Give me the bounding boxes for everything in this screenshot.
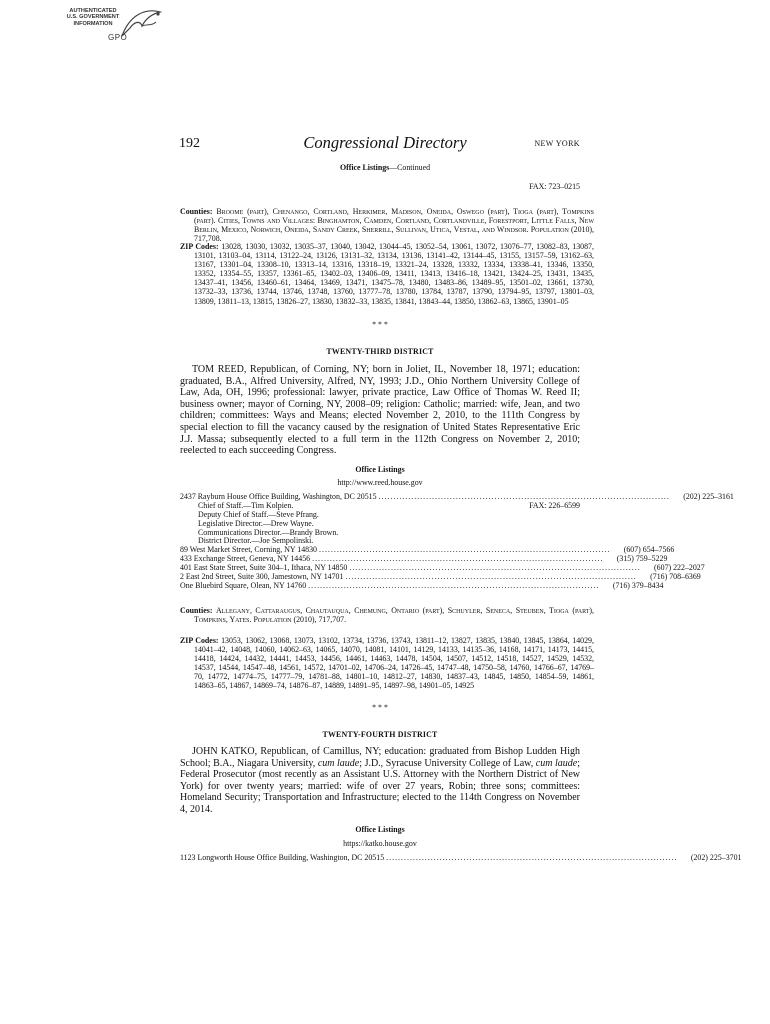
office-list [180, 853, 742, 862]
member-website-link[interactable]: http://www.reed.house.gov [337, 478, 423, 487]
office-listings-heading: Office Listings [355, 465, 405, 474]
staff-list [180, 501, 580, 545]
district-heading: TWENTY-THIRD DISTRICT [326, 347, 434, 356]
district-counties: Counties: Allegany, Cattaraugus, Chautauqua, Chemung, Ontario (part), Schuyler, Seneca, Steuben, Tioga (part), Tompkins, Yates. Population (2010), 717,707. [180, 606, 594, 625]
prev-zip-codes: ZIP Codes: 13028, 13030, 13032, 13035–37, 13040, 13042, 13044–45, 13052–54, 13061, 13072, 13076–77, 13082–83, 13087, 13101, 13103–04, 13114, 13122–24, 13126, 13131–32, 13134, 13136, 13141–42, 13144–45, 13155, 13157–59, 13162–63, 13167, 13301–04, 13308–10, 13313–14, 13316, 13318–19, 13321–24, 13328, 13332, 13334, 13338–41, 13346, 13350, 13352, 13354–55, 13357, 13361–65, 13402–03, 13406–09, 13411, 13413, 13416–18, 13421, 13424–25, 13431, 13435, 13437–41, 13456, 13460–61, 13464, 13469, 13471, 13475–78, 13480, 13483–86, 13489–95, 13501–02, 13661, 13730, 13732–33, 13736, 13744, 13746, 13748, 13760, 13777–78, 13780, 13784, 13787, 13790, 13794–95, 13797, 13801–03, 13809, 13811–13, 13815, 13826–27, 13830, 13832–33, 13835, 13841, 13843–44, 13850, 13862–63, 13865, 13901–05 [180, 242, 594, 306]
badge-text: AUTHENTICATED U.S. GOVERNMENT INFORMATION [66, 8, 120, 27]
district-office-row: 401 East State Street, Suite 304–1, Ithaca, NY 14850 .................................................................................................. (607) 222–2027 [180, 563, 705, 573]
gpo-label: GPO [108, 33, 128, 42]
section-separator: * * * [372, 703, 388, 712]
continued-heading: Office Listings—Continued [339, 163, 431, 172]
member-biography: JOHN KATKO, Republican, of Camillus, NY; education: graduated from Bishop Ludden High School; B.A., Niagara University, cum laude; J.D., Syracuse University College of Law, cum laude; Federal Prosecutor (most recently as an Assistant U.S. Attorney with the Northern District of New York) for over twenty years; married: wife of over 27 years, Robin; three sons; committees: Homeland Security; Transportation and Infrastructure; elected to the 114th Congress on November 4, 2014. [180, 746, 580, 815]
staff-entry: District Director.—Joe Sempolinski. [198, 536, 314, 546]
staff-entry: Chief of Staff.—Tim Kolpien. [198, 500, 294, 510]
district-office-row: 433 Exchange Street, Geneva, NY 14456 .................................................................................................. (315) 759–5229 [180, 554, 668, 564]
dc-office-row: 2437 Rayburn House Office Building, Washington, DC 20515 .................................................................................................. (202) 225–3161 [180, 492, 734, 501]
gpo-authentication-badge [56, 6, 166, 46]
district-office-row: 2 East 2nd Street, Suite 300, Jamestown, NY 14701 .................................................................................................. (716) 708–6369 [180, 572, 701, 582]
running-title: Congressional Directory [303, 133, 467, 152]
district-heading: TWENTY-FOURTH DISTRICT [322, 730, 438, 739]
office-listings-heading: Office Listings [355, 825, 405, 834]
member-website-link[interactable]: https://katko.house.gov [343, 839, 417, 848]
prev-counties: Counties: Broome (part), Chenango, Cortland, Herkimer, Madison, Oneida, Oswego (part), Tioga (part), Tompkins (part). Cities, Towns and Villages: Binghamton, Camden, Cortland, Cortlandville, Forestport, Little Falls, New Berlin, Mexico, Norwich, Oneida, Sandy Creek, Sherrill, Sullivan, Utica, Vestal, and Windsor. Population (2010), 717,708. [180, 207, 594, 244]
state-name: NEW YORK [534, 139, 580, 148]
dc-office-row: 1123 Longworth House Office Building, Washington, DC 20515 .................................................................................................. (202) 225–3701 [180, 853, 742, 862]
dc-office-fax: FAX: 226–6599 [529, 500, 580, 510]
district-office-row: One Bluebird Square, Olean, NY 14760 .................................................................................................. (716) 379–8434 [180, 580, 664, 590]
member-biography: TOM REED, Republican, of Corning, NY; born in Joliet, IL, November 18, 1971; education: graduated, B.A., Alfred University, Alfred, NY, 1993; J.D., Ohio Northern University College of Law, Ada, OH, 1996; professional: lawyer, private practice, Law Office of Thomas W. Reed II; business owner; mayor of Corning, NY, 2008–09; religion: Catholic; married: wife, Jean, and two children; committees: Ways and Means; elected November 2, 2010, to the 111th Congress by special election to fill the vacancy caused by the resignation of United States Representative Eric J.J. Massa; subsequently elected to a full term in the 112th Congress on November 2, 2010; reelected to each succeeding Congress. [180, 364, 580, 457]
section-separator: * * * [372, 320, 388, 329]
staff-entry: Deputy Chief of Staff.—Steve Pfrang. [198, 509, 319, 519]
district-office-row: 89 West Market Street, Corning, NY 14830 .................................................................................................. (607) 654–7566 [180, 545, 675, 555]
prev-fax: FAX: 723–0215 [529, 182, 580, 191]
staff-entry: Legislative Director.—Drew Wayne. [198, 518, 314, 528]
office-list [180, 492, 734, 590]
page-number: 192 [179, 136, 200, 151]
district-zip-codes: ZIP Codes: 13053, 13062, 13068, 13073, 13102, 13734, 13736, 13743, 13811–12, 13827, 13835, 13840, 13845, 13864, 14029, 14041–42, 14048, 14060, 14062–63, 14065, 14070, 14081, 14101, 14129, 14133, 14135–36, 14168, 14171, 14173, 14415, 14418, 14424, 14432, 14441, 14453, 14456, 14461, 14463, 14478, 14504, 14507, 14512, 14518, 14527, 14529, 14532, 14537, 14544, 14547–48, 14561, 14572, 14701–02, 14706–24, 14726–45, 14747–48, 14750–58, 14760, 14766–67, 14769–70, 14772, 14774–75, 14777–79, 14781–88, 14801–10, 14812–27, 14830, 14837–43, 14845, 14850, 14854–59, 14861, 14863–65, 14867, 14869–74, 14876–87, 14889, 14891–95, 14897–98, 14901–05, 14925 [180, 636, 594, 691]
staff-entry: Communications Director.—Brandy Brown. [198, 527, 339, 537]
